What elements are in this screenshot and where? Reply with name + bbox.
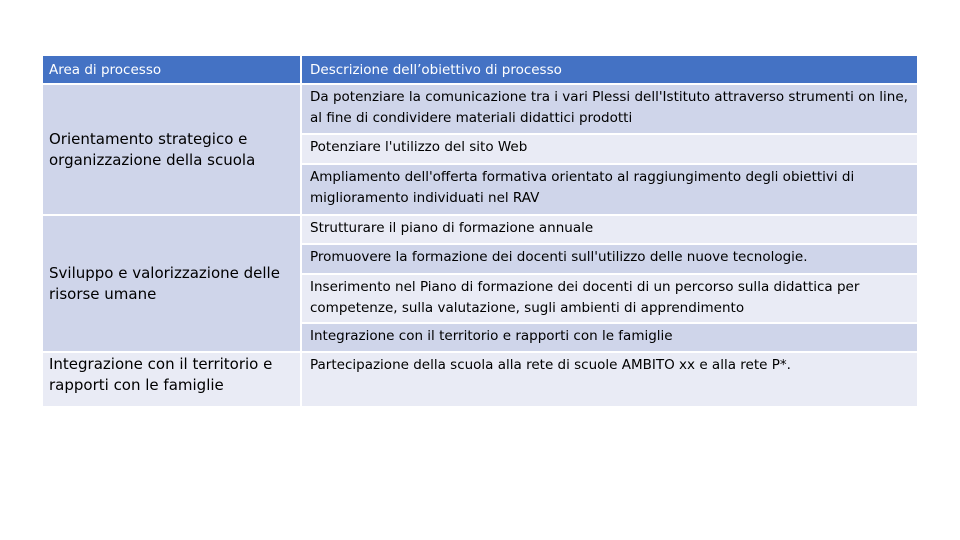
objective-row <box>302 324 917 351</box>
area-label: Orientamento strategico e organizzazione della scuola <box>49 129 256 169</box>
area-cell-integrazione <box>43 353 300 406</box>
area-label: Sviluppo e valorizzazione delle risorse umane <box>49 263 280 303</box>
objective-text: Ampliamento dell'offerta formativa orientato al raggiungimento degli obiettivi di miglioramento individuati nel RAV <box>310 169 855 206</box>
header-area-cell <box>43 56 300 83</box>
area-cell-sviluppo <box>43 216 300 351</box>
header-area-label: Area di processo <box>49 62 162 78</box>
objective-row <box>302 85 917 133</box>
objective-text: Da potenziare la comunicazione tra i vari Plessi dell'Istituto attraverso strumenti on line, al fine di condividere materiali didattici prodotti <box>310 89 908 126</box>
area-cell-orientamento <box>43 85 300 214</box>
objective-text: Promuovere la formazione dei docenti sull'utilizzo delle nuove tecnologie. <box>310 249 808 265</box>
objective-text: Strutturare il piano di formazione annuale <box>310 220 594 236</box>
objective-row <box>302 165 917 214</box>
objective-row <box>302 245 917 273</box>
area-label: Integrazione con il territorio e rapporti con le famiglie <box>49 355 273 394</box>
header-description-label: Descrizione dell’obiettivo di processo <box>310 62 562 78</box>
objective-text: Inserimento nel Piano di formazione dei docenti di un percorso sulla didattica per competenze, sulla valutazione, sugli ambienti di apprendimento <box>310 279 860 316</box>
header-description-cell <box>302 56 917 83</box>
objective-row <box>302 135 917 163</box>
objective-row <box>302 216 917 243</box>
objective-text: Partecipazione della scuola alla rete di scuole AMBITO xx e alla rete P*. <box>310 357 791 373</box>
objective-row <box>302 353 917 406</box>
objective-row <box>302 275 917 322</box>
objective-text: Integrazione con il territorio e rapporti con le famiglie <box>310 328 673 344</box>
objective-text: Potenziare l'utilizzo del sito Web <box>310 139 528 155</box>
